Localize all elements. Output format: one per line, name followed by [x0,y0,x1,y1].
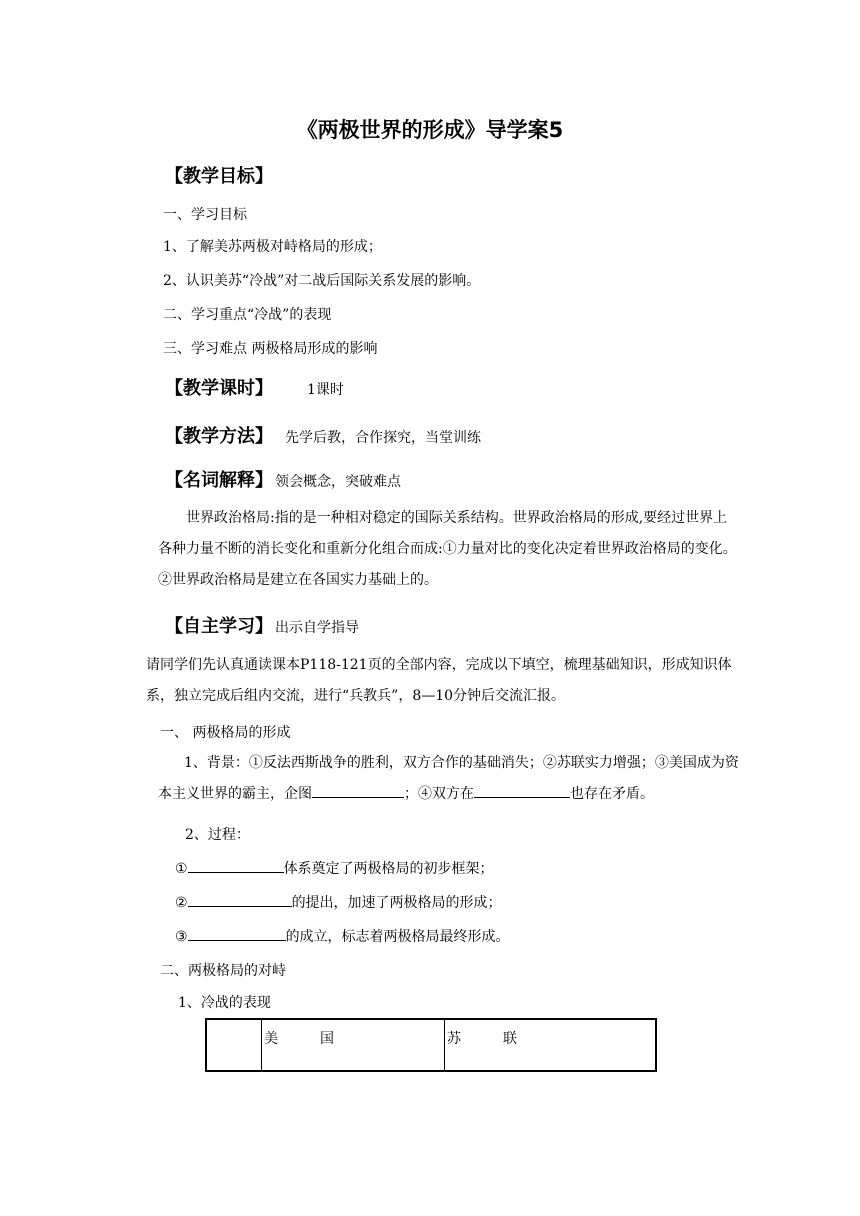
objective-line-5: 三、学习难点 两极格局形成的影响 [163,341,378,357]
objective-line-1: 一、学习目标 [163,207,247,223]
process-mark-2: ② [175,895,188,911]
part2-sub1: 1、冷战的表现 [178,995,271,1011]
objective-line-3: 2、认识美苏“冷战”对二战后国际关系发展的影响。 [163,273,481,289]
heading-methods-label: 【教学方法】 [165,426,273,447]
process-item-3 [175,926,510,946]
selfstudy-paragraph [146,650,740,712]
process-mark-3: ③ [175,929,188,945]
methods-note: 先学后教，合作探究，当堂训练 [285,430,481,446]
heading-selfstudy-label: 【自主学习】 [165,616,273,637]
selfstudy-note: 出示自学指导 [275,620,359,636]
heading-terms [165,466,401,492]
heading-methods [165,422,481,448]
background-text-c: 也存在矛盾。 [570,786,654,802]
page-title: 《两极世界的形成》导学案5 [296,118,564,142]
table-header-ussr: 苏 联 [445,1019,657,1071]
part1-heading: 一、 两极格局的形成 [160,725,291,741]
table-cell-empty [206,1019,262,1071]
process-item-2 [175,892,502,912]
blank-process-2[interactable] [188,892,292,907]
selfstudy-text: 请同学们先认真通读课本P118-121页的全部内容，完成以下填空，梳理基础知识，形成知识体系，独立完成后组内交流，进行“兵教兵”，8—10分钟后交流汇报。 [146,657,732,704]
blank-background-2[interactable] [474,783,570,798]
heading-objectives: 【教学目标】 [165,166,273,187]
table-row [206,1019,656,1071]
part2-heading: 二、两极格局的对峙 [160,963,286,979]
blank-process-3[interactable] [188,926,286,941]
blank-process-1[interactable] [188,858,284,873]
background-paragraph [158,748,740,810]
process-text-1: 体系奠定了两极格局的初步框架； [283,861,494,877]
cold-war-table [205,1018,657,1072]
terms-note: 领会概念，突破难点 [275,474,401,490]
heading-terms-label: 【名词解释】 [165,470,273,491]
objective-line-2: 1、了解美苏两极对峙格局的形成； [163,239,382,255]
process-label: 2、过程： [185,827,250,843]
process-text-2: 的提出，加速了两极格局的形成； [291,895,502,911]
background-text-b: ；④双方在 [404,786,474,802]
blank-background-1[interactable] [312,783,404,798]
heading-hours-label: 【教学课时】 [165,378,273,399]
heading-selfstudy [165,612,359,638]
hours-note: 1课时 [307,382,344,398]
process-item-1 [175,858,494,878]
table-header-usa: 美 国 [262,1019,445,1071]
process-mark-1: ① [175,861,188,877]
term-paragraph: 世界政治格局:指的是一种相对稳定的国际关系结构。世界政治格局的形成,要经过世界上各种力量不断的消长变化和重新分化组合而成:①力量对比的变化决定着世界政治格局的变化。②世界政治格局是建立在各国实力基础上的。 [158,510,737,588]
process-text-3: 的成立，标志着两极格局最终形成。 [285,929,510,945]
background-text-a: 1、背景：①反法西斯战争的胜利，双方合作的基础消失；②苏联实力增强；③美国成为资本主义世界的霸主，企图 [158,755,739,802]
objective-line-4: 二、学习重点“冷战”的表现 [163,307,332,323]
heading-hours [165,374,344,400]
